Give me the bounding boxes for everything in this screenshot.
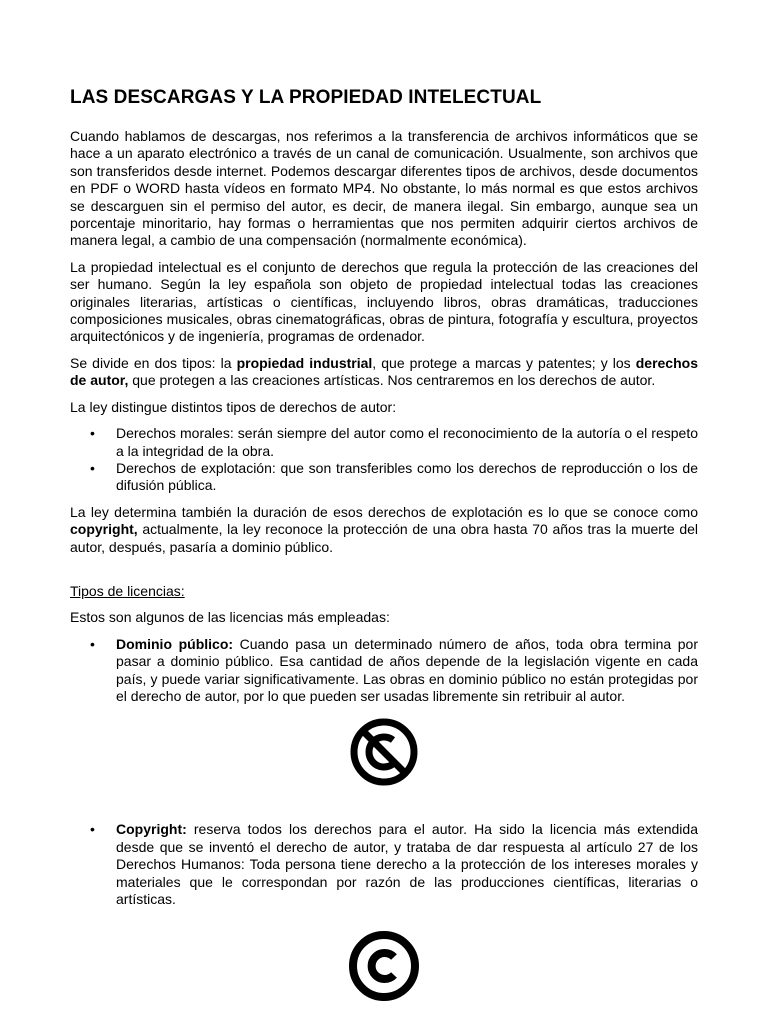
bold-term-copyright: copyright, bbox=[70, 521, 138, 538]
licenses-list-public-domain bbox=[70, 636, 698, 706]
list-item bbox=[70, 460, 698, 495]
list-item-text: Derechos morales: serán siempre del autor como el reconocimiento de la autoría o el respeto a la integridad de la obra. bbox=[116, 425, 698, 459]
paragraph-copyright-duration bbox=[70, 504, 698, 556]
text-fragment: La ley determina también la duración de esos derechos de explotación es lo que se conoce como bbox=[70, 503, 698, 520]
copyright-icon bbox=[348, 930, 420, 1002]
list-item bbox=[70, 636, 698, 706]
paragraph-downloads: Cuando hablamos de descargas, nos referimos a la transferencia de archivos informáticos que se hace a un aparato electrónico a través de un canal de comunicación. Usualmente, son archivos que son transferidos desde internet. Podemos descargar diferentes tipos de archivos, desde documentos en PDF o WORD hasta vídeos en formato MP4. No obstante, lo más normal es que estos archivos se descarguen sin el permiso del autor, es decir, de manera ilegal. Sin embargo, aunque sea un porcentaje minoritario, hay formas o herramientas que nos permiten adquirir ciertos archivos de manera legal, a cambio de una compensación (normalmente económica). bbox=[70, 128, 698, 249]
licenses-heading-text: Tipos de licencias: bbox=[70, 582, 185, 599]
licenses-intro: Estos son algunos de las licencias más empleadas: bbox=[70, 609, 390, 626]
rights-list bbox=[70, 425, 698, 495]
public-domain-icon-wrap bbox=[70, 717, 698, 787]
paragraph-rights-intro: La ley distingue distintos tipos de derechos de autor: bbox=[70, 398, 397, 415]
licenses-list-copyright bbox=[70, 821, 698, 908]
text-fragment: que protegen a las creaciones artísticas. Nos centraremos en los derechos de autor. bbox=[128, 372, 656, 389]
text-fragment: , que protege a marcas y patentes; y los bbox=[372, 354, 636, 371]
bullet: • bbox=[90, 635, 95, 652]
list-item bbox=[70, 425, 698, 460]
public-domain-icon bbox=[349, 717, 419, 787]
license-description: Cuando pasa un determinado número de años, toda obra termina por pasar a dominio público. Esa cantidad de años depende de la legislación vigente en cada país, y puede variar significativamente. Las obras en dominio público no están protegidas por el derecho de autor, por lo que pueden ser usadas libremente sin retribuir al autor. bbox=[116, 635, 698, 704]
list-item-text: Derechos de explotación: que son transferibles como los derechos de reproducción o los de difusión pública. bbox=[116, 459, 698, 494]
copyright-icon-wrap bbox=[70, 930, 698, 1002]
paragraph-intellectual-property: La propiedad intelectual es el conjunto de derechos que regula la protección de las creaciones del ser humano. Según la ley española son objeto de propiedad intelectual todas las creaciones originales literarias, artísticas o científicas, incluyendo libros, obras dramáticas, traducciones composiciones musicales, obras cinematográficas, obras de pintura, fotografía y escultura, proyectos arquitectónicos y de ingeniería, programas de ordenador. bbox=[70, 258, 698, 345]
text-fragment: actualmente, la ley reconoce la protección de una obra hasta 70 años tras la muerte del autor, después, pasaría a dominio público. bbox=[70, 521, 698, 555]
license-name-public-domain: Dominio público: bbox=[116, 635, 234, 652]
licenses-heading bbox=[70, 583, 698, 600]
paragraph-types bbox=[70, 355, 698, 390]
text-fragment: Se divide en dos tipos: la bbox=[70, 354, 237, 371]
license-name-copyright: Copyright: bbox=[116, 821, 187, 838]
bold-term-industrial-property: propiedad industrial bbox=[236, 354, 373, 371]
bold-term-author-rights: derechos de autor, bbox=[70, 354, 698, 389]
license-description: reserva todos los derechos para el autor. Ha sido la licencia más extendida desde que se inventó el derecho de autor, y trataba de dar respuesta al artículo 27 de los Derechos Humanos: Toda persona tiene derecho a la protección de los intereses morales y materiales que le correspondan por razón de las producciones científicas, literarias o artísticas. bbox=[116, 821, 698, 907]
spacer bbox=[70, 565, 698, 583]
page-title: LAS DESCARGAS Y LA PROPIEDAD INTELECTUAL bbox=[70, 87, 542, 108]
bullet: • bbox=[90, 459, 95, 476]
bullet: • bbox=[90, 821, 95, 838]
document-body bbox=[70, 86, 698, 1002]
list-item bbox=[70, 821, 698, 908]
bullet: • bbox=[90, 425, 95, 442]
